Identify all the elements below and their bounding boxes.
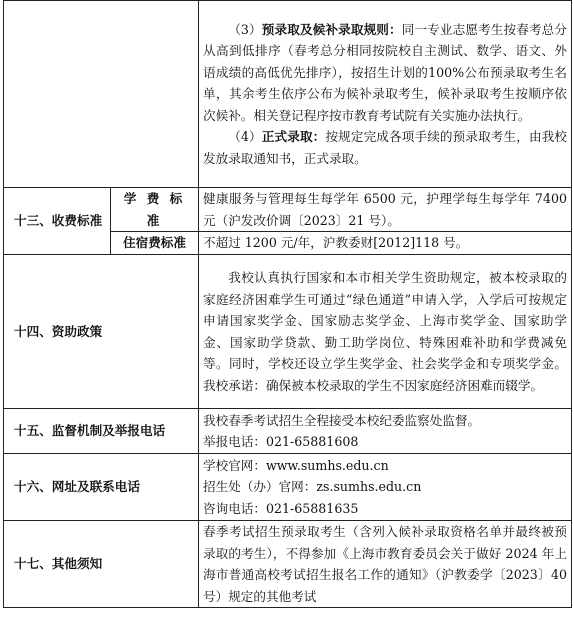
other-notes-label: 十七、其他须知: [4, 521, 199, 608]
pre-admission-rule-text: 同一专业志愿考生按春考总分从高到低排序（春考总分相同按院校自主测试、数学、语文、外语成绩的高低优先排序），按招生计划的100%公布预录取考生名单，其余考生依序公布为候补录取考生，候补录取考生按顺序依次候补。相关登记程序按市教育考试院有关实施办法执行。: [203, 21, 568, 123]
other-notes-text: 春季考试招生预录取考生（含列入候补录取资格名单并最终被预录取的考生），不得参加《上海市教育委员会关于做好 2024 年上海市普通高校考试招生报名工作的通知》（沪教委学〔2023〕40 号）规定的其他考试: [199, 521, 572, 608]
supervision-statement: 我校春季考试招生全程接受本校纪委监察处监督。: [203, 412, 481, 428]
pre-admission-rule-paragraph: [203, 19, 567, 127]
row-financial-aid: [4, 255, 572, 409]
consult-phone: 咨询电话：021-65881635: [203, 500, 359, 516]
tuition-text: 健康服务与管理每生每学年 6500 元，护理学每生每学年 7400 元（沪发改价调〔2023〕21 号）。: [199, 188, 572, 232]
supervision-content: [199, 409, 572, 454]
row-admission-rules: [4, 1, 572, 188]
report-phone: 举报电话：021-65881608: [203, 434, 359, 449]
row-other-notes: [4, 521, 572, 608]
admission-rules-document: [3, 0, 571, 608]
financial-aid-label: 十四、资助政策: [4, 255, 199, 409]
school-website: 学校官网：www.sumhs.edu.cn: [203, 457, 389, 473]
website-contact-content: [199, 454, 572, 521]
row-website-contact: [4, 454, 572, 521]
row-admission-rules-content: [199, 1, 572, 188]
tuition-label: 学 费 标 准: [111, 188, 199, 232]
supervision-label: 十五、监督机制及举报电话: [4, 409, 199, 454]
website-contact-label: 十六、网址及联系电话: [4, 454, 199, 521]
formal-admission-title: 正式录取：: [261, 129, 326, 145]
formal-admission-text: 按规定完成各项手续的预录取考生，由我校发放录取通知书，正式录取。: [203, 129, 568, 166]
pre-admission-rule-title: 预录取及候补录取规则：: [261, 21, 402, 37]
pre-admission-rule-number: （3）: [228, 21, 262, 37]
row-fees-tuition: [4, 188, 572, 232]
lodging-label: 住宿费标准: [111, 232, 199, 255]
row-supervision: [4, 409, 572, 454]
admissions-website: 招生处（办）官网：zs.sumhs.edu.cn: [203, 479, 422, 495]
formal-admission-paragraph: [203, 126, 567, 169]
financial-aid-text: 我校认真执行国家和本市相关学生资助规定，被本校录取的家庭经济困难学生可通过“绿色通道”申请入学，入学后可按规定申请国家奖学金、国家励志奖学金、上海市奖学金、国家助学金、国家助学贷款、勤工助学岗位、特殊困难补助和学费减免等。同时，学校还设立学生奖学金、社会奖学金和专项奖学金。我校承诺：确保被本校录取的学生不因家庭经济困难而辍学。: [199, 255, 572, 409]
row-admission-rules-label-cell: [4, 1, 199, 188]
rules-table: [3, 0, 572, 608]
fees-section-label: 十三、收费标准: [4, 188, 111, 255]
formal-admission-number: （4）: [228, 129, 262, 145]
lodging-text: 不超过 1200 元/年，沪教委财[2012]118 号。: [199, 232, 572, 255]
